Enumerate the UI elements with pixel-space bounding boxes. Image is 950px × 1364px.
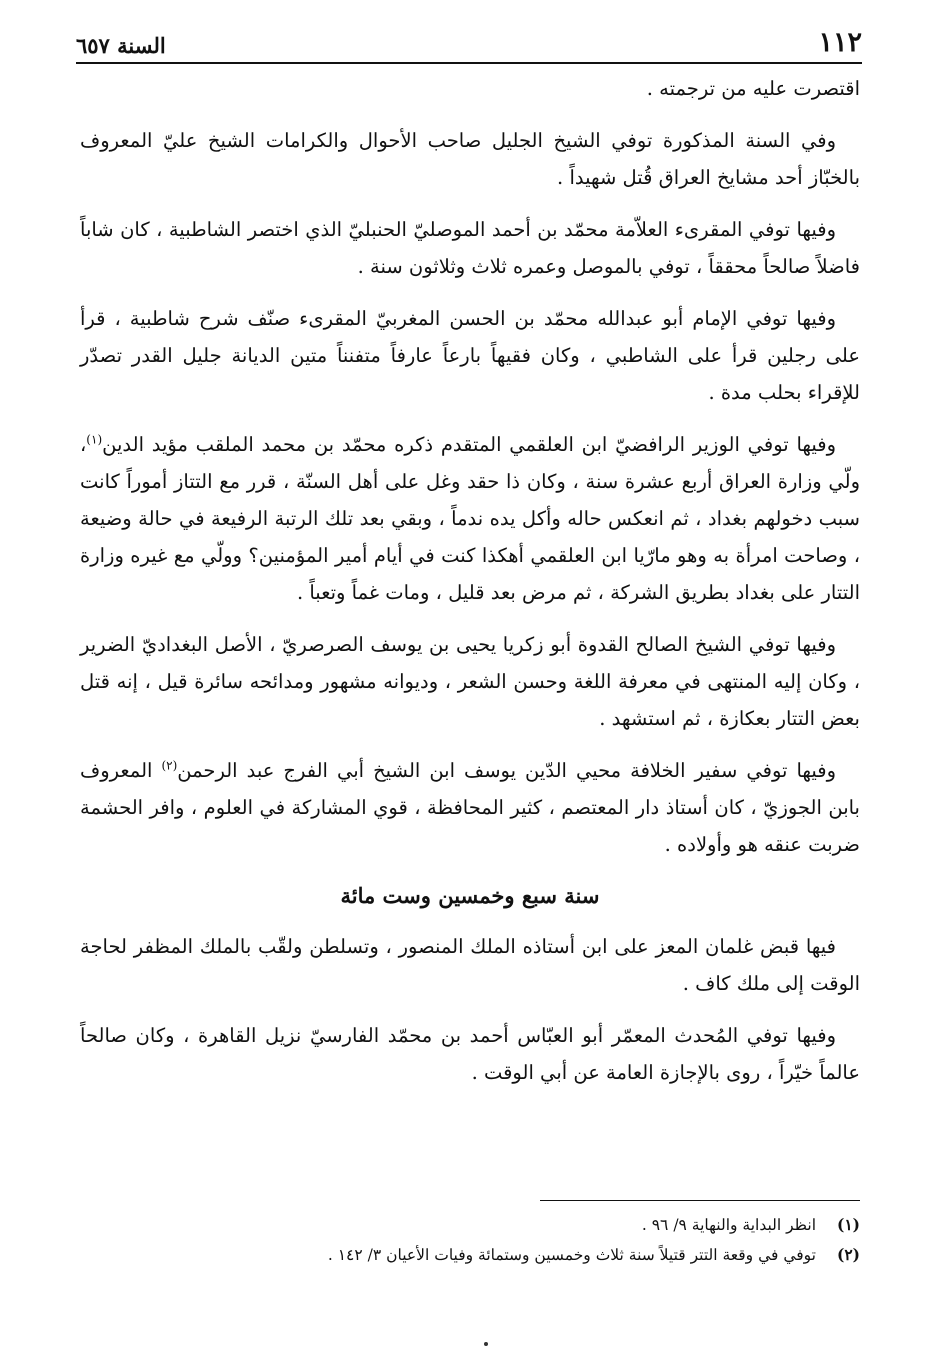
footnote-text: توفي في وقعة التتر قتيلاً سنة ثلاث وخمسين وستمائة وفيات الأعيان ٣/ ١٤٢ . [327,1246,816,1264]
footnote-1 [80,1210,860,1240]
paragraph-2: وفي السنة المذكورة توفي الشيخ الجليل صاحب الأحوال والكرامات الشيخ عليّ المعروف بالخبّاز أحد مشايخ العراق قُتل شهيداً . [80,129,860,189]
footnote-divider [540,1200,860,1201]
paragraph-7-part-2: المعروف بابن الجوزيّ ، كان أستاذ دار المعتصم ، كثير المحافظة ، قوي المشاركة في العلوم ، وافر الحشمة ضربت عنقه هو وأولاده . [80,759,860,856]
scan-speck [484,1342,488,1346]
paragraph-5 [80,426,860,611]
section-heading: سنة سبع وخمسين وست مائة [340,883,600,908]
page-body [80,70,860,1106]
page-header [76,22,862,64]
footnote-number: (١) [836,1215,860,1234]
paragraph-5-part-2: ، ولّي وزارة العراق أربع عشرة سنة ، وكان ذا حقد وغل على أهل السنّة ، قرر مع التتاز أموراً كانت سبب دخولهم بغداد ، ثم انعكس حاله وأكل يده ندماً ، وبقي بعد تلك الرتبة الرفيعة في حالة وضيعة ، وصاحت امرأة به وهو مارّيا ابن العلقمي أهكذا كنت في أيام أمير المؤمنين؟ وولّي مع غيره وزارة التتار على بغداد بطريق الشركة ، ثم مرض بعد قليل ، ومات غماً وتعباً . [80,433,860,604]
footnote-2 [80,1240,860,1270]
footnote-ref-1[interactable]: (١) [86,432,103,447]
running-head: السنة ٦٥٧ [76,33,166,58]
paragraph-4: وفيها توفي الإمام أبو عبدالله محمّد بن الحسن المغربيّ المقرىء صنّف شرح شاطبية ، قرأ على رجلين قرأ على الشاطبي ، وكان فقيهاً بارعاً عارفاً متفنناً متين الديانة جليل القدر تصدّر للإقراء بحلب مدة . [80,307,860,404]
footnote-ref-2[interactable]: (٢) [161,758,178,773]
paragraph-7 [80,752,860,863]
paragraph-6: وفيها توفي الشيخ الصالح القدوة أبو زكريا يحيى بن يوسف الصرصريّ ، الأصل البغداديّ الضرير ، وكان إليه المنتهى في معرفة اللغة وحسن الشعر ، وديوانه مشهور ومدائحه سائرة قيل ، إنه قتل بعض التتار بعكازة ، ثم استشهد . [80,633,860,730]
footnote-number: (٢) [836,1245,860,1264]
paragraph-3: وفيها توفي المقرىء العلاّمة محمّد بن أحمد الموصليّ الحنبليّ الذي اختصر الشاطبية ، كان شاباً فاضلاً صالحاً محققاً ، توفي بالموصل وعمره ثلاث وثلاثون سنة . [80,218,860,278]
paragraph-5-part-1: وفيها توفي الوزير الرافضيّ ابن العلقمي المتقدم ذكره محمّد بن محمد الملقب مؤيد الدين [102,433,836,456]
footnote-text: انظر البداية والنهاية ٩/ ٩٦ . [641,1216,816,1234]
page-number: ١١٢ [818,27,862,58]
paragraph-8: فيها قبض غلمان المعز على ابن أستاذه الملك المنصور ، وتسلطن ولقّب بالملك المظفر لحاجة الوقت إلى ملك كاف . [80,935,860,995]
footnotes [80,1210,860,1270]
paragraph-1: اقتصرت عليه من ترجمته . [646,77,860,100]
paragraph-7-part-1: وفيها توفي سفير الخلافة محيي الدّين يوسف ابن الشيخ أبي الفرج عبد الرحمن [177,759,837,782]
paragraph-9: وفيها توفي المُحدث المعمّر أبو العبّاس أحمد بن محمّد الفارسيّ نزيل القاهرة ، وكان صالحاً عالماً خيّراً ، روى بالإجازة العامة عن أبي الوقت . [80,1024,860,1084]
